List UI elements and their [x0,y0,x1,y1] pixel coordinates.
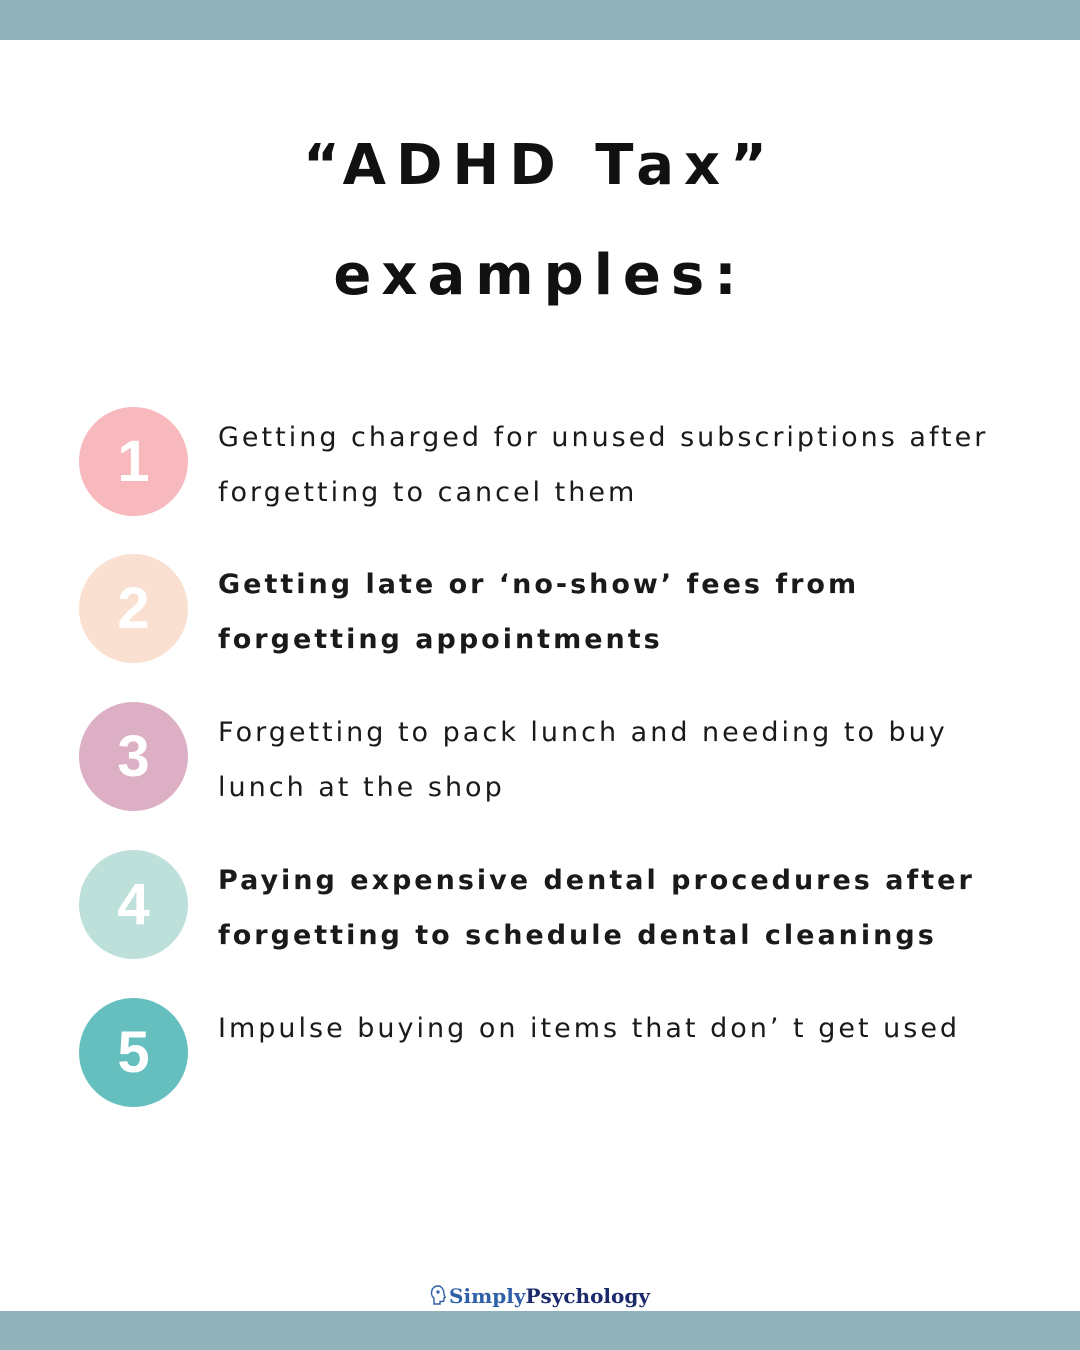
list-item [0,850,1080,960]
list-item [0,998,1080,1108]
item-text: Impulse buying on items that don’ t get used [218,1013,961,1044]
item-text: Getting charged for unused subscriptions after forgetting to cancel them [218,422,989,508]
page-subtitle: examples: [333,243,747,308]
list-item [0,407,1080,517]
number-badge: 2 [79,554,188,663]
number-badge: 4 [79,850,188,959]
list-item [0,702,1080,812]
simplypsychology-logo[interactable] [0,1283,1080,1311]
list-item [0,554,1080,664]
item-text: Paying expensive dental procedures after forgetting to schedule dental cleanings [218,865,975,951]
top-band [0,0,1080,40]
page-title: “ADHD Tax” [303,133,777,198]
logo-text-psychology: Psychology [525,1284,650,1308]
item-text: Getting late or ‘no-show’ fees from forgetting appointments [218,569,860,655]
item-text: Forgetting to pack lunch and needing to buy lunch at the shop [218,717,948,803]
number-badge: 5 [79,998,188,1107]
bottom-band [0,1311,1080,1350]
logo-text-simply: Simply [449,1284,526,1308]
head-icon [430,1285,446,1311]
number-badge: 1 [79,407,188,516]
number-badge: 3 [79,702,188,811]
